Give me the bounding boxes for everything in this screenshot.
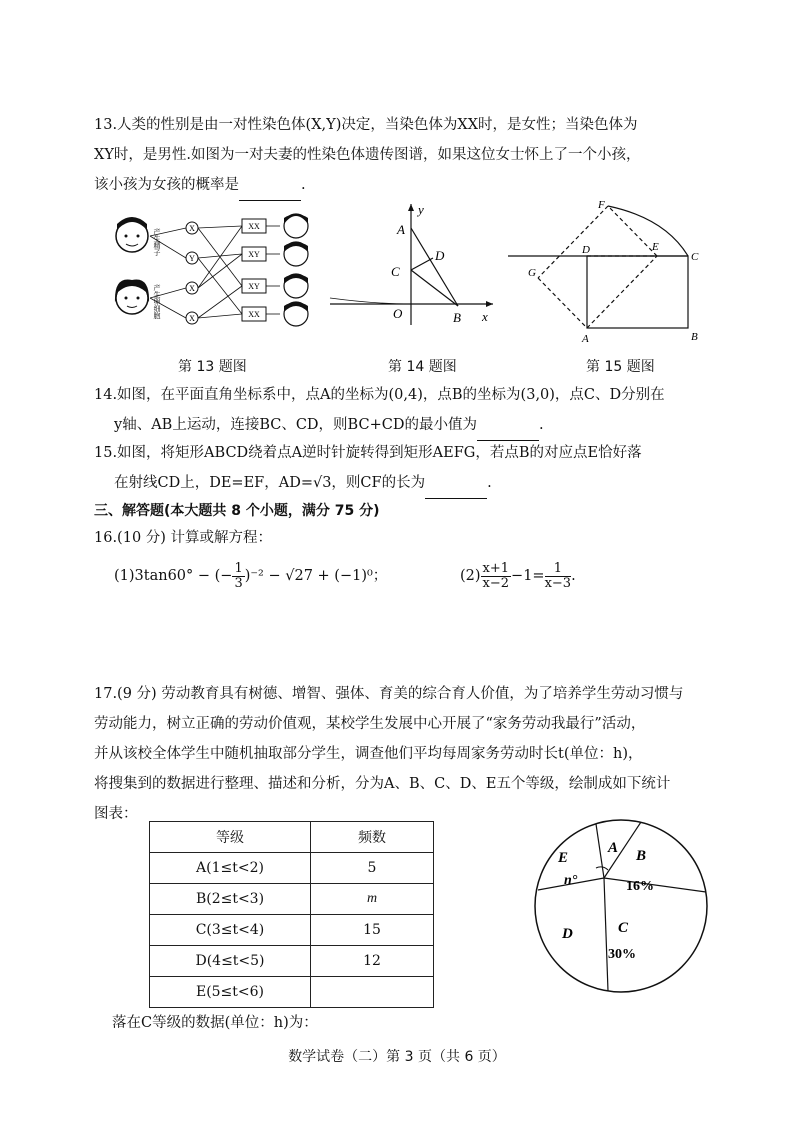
q17-line1: 17.(9 分) 劳动教育具有树德、增智、强体、育美的综合育人价值，为了培养学生劳动习惯与 — [94, 686, 684, 702]
q14-line2: y轴、AB上运动，连接BC、CD，则BC+CD的最小值为 . — [94, 410, 734, 441]
svg-text:A: A — [397, 222, 405, 237]
svg-text:C: C — [391, 264, 400, 279]
result-box-2: XY — [248, 250, 260, 259]
pie-label-a: A — [608, 840, 619, 856]
page-footer: 数学试卷（二）第 3 页（共 6 页） — [288, 1049, 506, 1065]
svg-text:B: B — [453, 310, 461, 325]
svg-text:X: X — [189, 224, 195, 233]
q17-line5: 图表： — [94, 806, 138, 822]
svg-text:F: F — [598, 199, 605, 211]
table-row: B(2≤t<3) m — [150, 884, 434, 915]
pie-value-b: 16% — [626, 879, 654, 894]
svg-text:O: O — [393, 306, 403, 321]
result-box-3: XY — [248, 282, 260, 291]
svg-text:y: y — [418, 202, 424, 217]
fig15-caption: 第 15 题图 — [586, 359, 655, 375]
pie-chart — [528, 816, 714, 996]
q13-line2: XY时，是男性.如图为一对夫妻的性染色体遗传图谱，如果这位女士怀上了一个小孩， — [94, 147, 641, 163]
svg-text:E: E — [652, 241, 659, 253]
q15-line1: 15.如图，将矩形ABCD绕着点A逆时针旋转得到矩形AEFG，若点B的对应点E恰好落 — [94, 445, 642, 461]
fig13-inheritance-diagram — [112, 206, 327, 336]
fig15-rotation-diagram — [500, 198, 710, 348]
svg-text:X: X — [189, 284, 195, 293]
q14-line1: 14.如图，在平面直角坐标系中，点A的坐标为(0,4)，点B的坐标为(3,0)，点C、D分别在 — [94, 387, 665, 403]
label-sperm: 产生精子 — [153, 228, 161, 256]
father-face-icon — [116, 217, 148, 252]
svg-text:B: B — [691, 331, 698, 343]
table-row: D(4≤t<5) 12 — [150, 946, 434, 977]
pie-label-d: D — [562, 926, 573, 942]
q17-line3: 并从该校全体学生中随机抽取部分学生，调查他们平均每周家务劳动时长t(单位：h)， — [94, 746, 643, 762]
q17-last-line: 落在C等级的数据(单位：h)为： — [112, 1015, 318, 1031]
fig14-coordinate-diagram — [325, 200, 500, 330]
q14-answer-blank[interactable] — [477, 410, 539, 441]
child-face-icon — [284, 214, 308, 326]
label-egg: 产生卵细胞 — [153, 284, 161, 319]
svg-text:X: X — [189, 314, 195, 323]
result-box-4: XX — [248, 310, 260, 319]
pie-label-e: E — [558, 850, 569, 866]
svg-text:D: D — [435, 248, 445, 263]
q16-part1: (1)3tan60° − (− $\frac{1}{3}$ )⁻² − √27 + (−1)⁰； — [114, 560, 388, 591]
pie-label-c: C — [618, 920, 629, 936]
q15-answer-blank[interactable] — [425, 468, 487, 499]
pie-value-c: 30% — [608, 947, 636, 962]
section3-title: 三、解答题(本大题共 8 个小题，满分 75 分) — [94, 503, 380, 519]
svg-text:Y: Y — [189, 254, 195, 263]
svg-text:A: A — [582, 333, 589, 345]
q15-line2: 在射线CD上，DE=EF，AD=√3，则CF的长为 . — [94, 468, 734, 499]
q16-head: 16.(10 分) 计算或解方程： — [94, 530, 273, 546]
table-header-row: 等级 频数 — [150, 822, 434, 853]
q17-line2: 劳动能力，树立正确的劳动价值观，某校学生发展中心开展了“家务劳动我最行”活动， — [94, 716, 646, 732]
svg-text:G: G — [528, 267, 536, 279]
table-row: E(5≤t<6) — [150, 977, 434, 1008]
table-row: A(1≤t<2) 5 — [150, 853, 434, 884]
q16-part2: (2) $\frac{x+1}{x-2}$ −1= $\frac{1}{x-3}$ . — [460, 560, 576, 591]
svg-text:D: D — [582, 244, 590, 256]
fig14-caption: 第 14 题图 — [388, 359, 457, 375]
q13-line1: 13.人类的性别是由一对性染色体(X,Y)决定，当染色体为XX时，是女性；当染色体为 — [94, 117, 638, 133]
fig13-caption: 第 13 题图 — [178, 359, 247, 375]
pie-label-b: B — [636, 848, 647, 864]
svg-text:x: x — [482, 309, 488, 324]
frequency-table — [149, 821, 434, 1008]
table-row: C(3≤t<4) 15 — [150, 915, 434, 946]
q17-line4: 将搜集到的数据进行整理、描述和分析，分为A、B、C、D、E五个等级，绘制成如下统计 — [94, 776, 671, 792]
mother-face-icon — [115, 279, 149, 314]
q13-line3: 该小孩为女孩的概率是 . — [94, 170, 734, 201]
result-box-1: XX — [248, 222, 260, 231]
pie-value-e: n° — [564, 873, 578, 888]
q13-answer-blank[interactable] — [239, 170, 301, 201]
svg-text:C: C — [691, 251, 699, 263]
